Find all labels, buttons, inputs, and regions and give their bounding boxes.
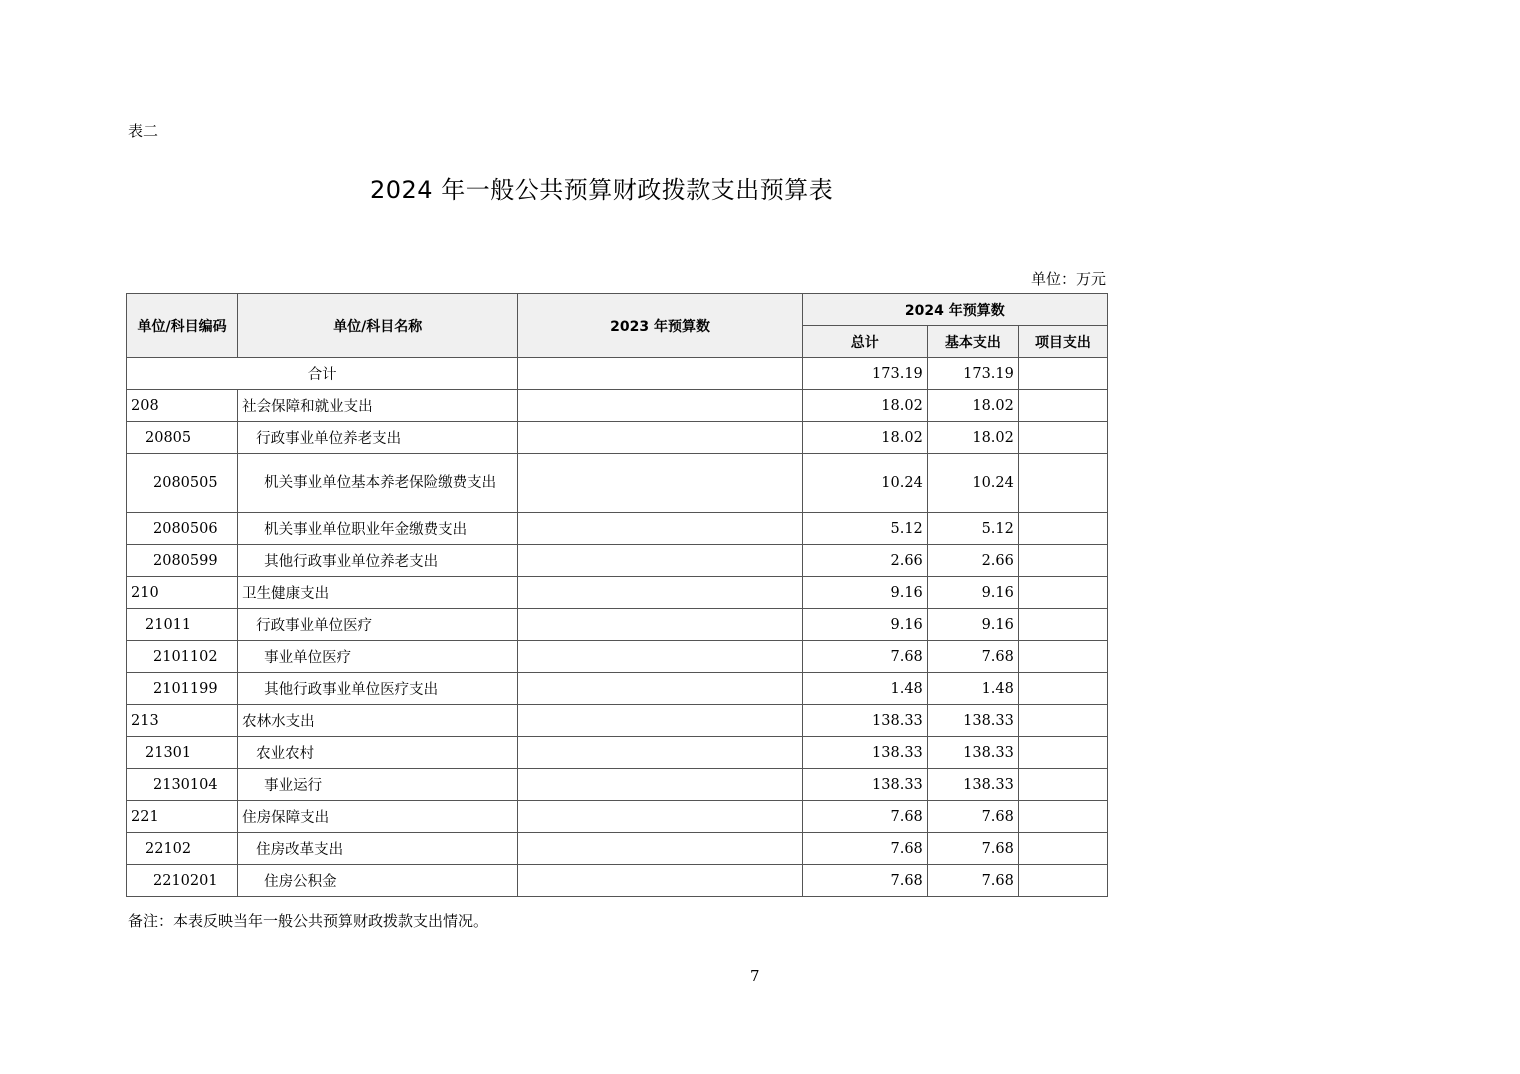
row-code: 213 (127, 705, 238, 737)
table-row (127, 545, 1108, 577)
row-prev (518, 577, 802, 609)
row-basic: 18.02 (927, 422, 1018, 454)
table-label: 表二 (128, 122, 159, 140)
row-code: 2210201 (127, 865, 238, 897)
unit-label: 单位：万元 (1030, 270, 1106, 288)
row-total: 9.16 (802, 609, 927, 641)
row-name: 行政事业单位医疗 (238, 609, 518, 641)
row-code: 221 (127, 801, 238, 833)
table-row (127, 705, 1108, 737)
row-project (1018, 454, 1107, 513)
row-project (1018, 609, 1107, 641)
row-code: 2101199 (127, 673, 238, 705)
row-code: 208 (127, 390, 238, 422)
table-row (127, 641, 1108, 673)
row-prev (518, 422, 802, 454)
row-name: 住房改革支出 (238, 833, 518, 865)
row-prev (518, 705, 802, 737)
row-prev (518, 609, 802, 641)
row-name: 事业运行 (238, 769, 518, 801)
row-total: 7.68 (802, 641, 927, 673)
row-total: 18.02 (802, 390, 927, 422)
header-prev-year: 2023 年预算数 (518, 294, 802, 358)
total-prev (518, 358, 802, 390)
row-name: 住房保障支出 (238, 801, 518, 833)
row-code: 20805 (127, 422, 238, 454)
row-project (1018, 545, 1107, 577)
row-project (1018, 673, 1107, 705)
total-project (1018, 358, 1107, 390)
table-row (127, 801, 1108, 833)
header-total: 总计 (802, 326, 927, 358)
table-row (127, 577, 1108, 609)
row-project (1018, 513, 1107, 545)
row-prev (518, 801, 802, 833)
row-basic: 7.68 (927, 865, 1018, 897)
row-project (1018, 833, 1107, 865)
row-total: 138.33 (802, 737, 927, 769)
row-project (1018, 641, 1107, 673)
table-row (127, 833, 1108, 865)
row-basic: 5.12 (927, 513, 1018, 545)
row-project (1018, 422, 1107, 454)
row-name: 行政事业单位养老支出 (238, 422, 518, 454)
row-prev (518, 737, 802, 769)
row-basic: 1.48 (927, 673, 1018, 705)
table-row (127, 673, 1108, 705)
row-project (1018, 737, 1107, 769)
row-total: 5.12 (802, 513, 927, 545)
row-total: 138.33 (802, 769, 927, 801)
row-name: 社会保障和就业支出 (238, 390, 518, 422)
row-code: 210 (127, 577, 238, 609)
page-number: 7 (750, 967, 760, 985)
table-row (127, 609, 1108, 641)
row-name: 其他行政事业单位医疗支出 (238, 673, 518, 705)
row-prev (518, 545, 802, 577)
row-name: 其他行政事业单位养老支出 (238, 545, 518, 577)
table-row (127, 513, 1108, 545)
row-basic: 138.33 (927, 737, 1018, 769)
total-label: 合计 (127, 358, 518, 390)
header-name: 单位/科目名称 (238, 294, 518, 358)
row-total: 1.48 (802, 673, 927, 705)
total-basic: 173.19 (927, 358, 1018, 390)
budget-table (126, 293, 1108, 897)
row-project (1018, 705, 1107, 737)
row-project (1018, 577, 1107, 609)
page-title: 2024 年一般公共预算财政拨款支出预算表 (370, 176, 834, 204)
total-total: 173.19 (802, 358, 927, 390)
row-basic: 9.16 (927, 609, 1018, 641)
row-total: 10.24 (802, 454, 927, 513)
row-name: 卫生健康支出 (238, 577, 518, 609)
table-row (127, 454, 1108, 513)
row-name: 农业农村 (238, 737, 518, 769)
table-row (127, 422, 1108, 454)
table-row (127, 769, 1108, 801)
row-code: 2130104 (127, 769, 238, 801)
row-prev (518, 769, 802, 801)
row-basic: 18.02 (927, 390, 1018, 422)
header-project: 项目支出 (1018, 326, 1107, 358)
row-name: 机关事业单位基本养老保险缴费支出 (238, 454, 518, 513)
row-name: 住房公积金 (238, 865, 518, 897)
row-basic: 2.66 (927, 545, 1018, 577)
row-code: 2080506 (127, 513, 238, 545)
row-total: 138.33 (802, 705, 927, 737)
row-prev (518, 833, 802, 865)
row-code: 2080599 (127, 545, 238, 577)
row-basic: 138.33 (927, 769, 1018, 801)
row-prev (518, 513, 802, 545)
header-basic: 基本支出 (927, 326, 1018, 358)
row-name: 事业单位医疗 (238, 641, 518, 673)
row-prev (518, 641, 802, 673)
row-project (1018, 390, 1107, 422)
row-code: 2101102 (127, 641, 238, 673)
row-basic: 7.68 (927, 833, 1018, 865)
row-total: 7.68 (802, 865, 927, 897)
footnote: 备注：本表反映当年一般公共预算财政拨款支出情况。 (128, 912, 489, 930)
row-project (1018, 801, 1107, 833)
row-code: 21301 (127, 737, 238, 769)
row-project (1018, 865, 1107, 897)
row-code: 21011 (127, 609, 238, 641)
table-row (127, 865, 1108, 897)
row-project (1018, 769, 1107, 801)
table-row (127, 390, 1108, 422)
row-total: 7.68 (802, 833, 927, 865)
total-row (127, 358, 1108, 390)
row-total: 7.68 (802, 801, 927, 833)
row-total: 9.16 (802, 577, 927, 609)
row-code: 2080505 (127, 454, 238, 513)
row-prev (518, 390, 802, 422)
header-cur-year: 2024 年预算数 (802, 294, 1107, 326)
row-prev (518, 673, 802, 705)
row-name: 农林水支出 (238, 705, 518, 737)
table-row (127, 737, 1108, 769)
row-basic: 7.68 (927, 801, 1018, 833)
row-code: 22102 (127, 833, 238, 865)
row-basic: 10.24 (927, 454, 1018, 513)
row-basic: 7.68 (927, 641, 1018, 673)
row-prev (518, 454, 802, 513)
row-basic: 9.16 (927, 577, 1018, 609)
row-basic: 138.33 (927, 705, 1018, 737)
row-name: 机关事业单位职业年金缴费支出 (238, 513, 518, 545)
row-total: 18.02 (802, 422, 927, 454)
header-code: 单位/科目编码 (127, 294, 238, 358)
row-total: 2.66 (802, 545, 927, 577)
row-prev (518, 865, 802, 897)
